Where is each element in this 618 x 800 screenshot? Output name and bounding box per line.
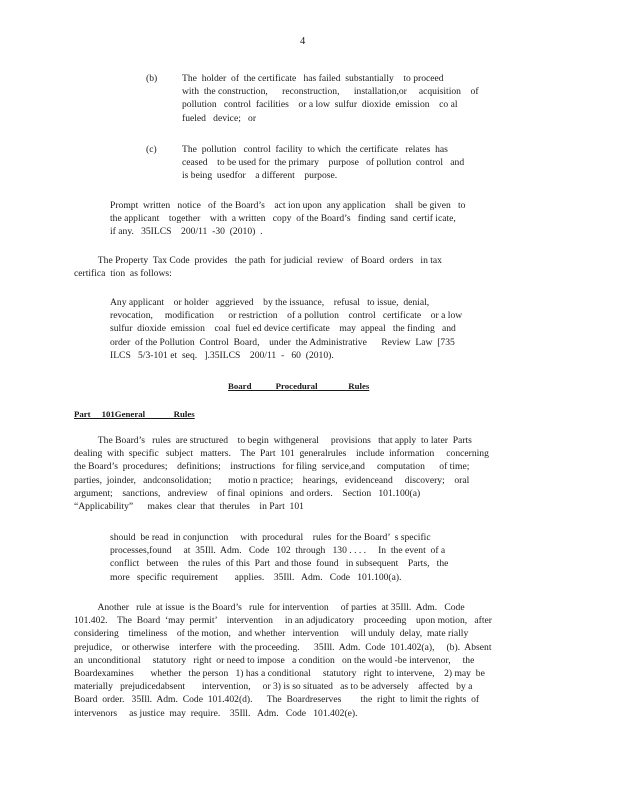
text-line: parties, joinder, andconsolidation; motio n practice; hearings, evidenceand discovery; oral [74,474,470,486]
text-line: ILCS 5/3-101 et seq. ].35ILCS 200/11 - 60 (2010). [110,349,334,361]
text-line: an unconditional statutory right or need to impose a condition on the would -be intervenor, the [74,654,475,666]
text-line: with the construction, reconstruction, installation,or acquisition of [182,86,479,98]
paragraph-board-rules [74,434,489,513]
paragraph-prompt-notice [110,199,465,239]
quote-conjunction [110,531,448,584]
heading-board-procedural-rules: Board Procedural Rules [228,381,370,391]
text-line: Prompt written notice of the Board’s act ion upon any application shall be given to [110,200,466,211]
text-line: Boardexamines whether the person 1) has a conditional statutory right to intervene, 2) may be [74,668,485,680]
text-line: “Applicability” makes clear that therules in Part 101 [74,501,304,513]
text-line: fueled device; or [182,112,257,124]
text-line: more specific requirement applies. 35Ill. Adm. Code 101.100(a). [110,571,402,583]
text-line: materially prejudicedabsent intervention, or 3) is so situated as to be adversely affected by a [74,681,473,693]
text-line: pollution control facilities or a low sulfur dioxide emission co al [182,99,458,111]
text-line: conflict between the rules of this Part and those found in subsequent Parts, the [110,558,449,570]
text-line: Board order. 35Ill. Adm. Code 101.402(d). The Boardreserves the right to limit the rights of [74,694,480,706]
text-line: The pollution control facility to which the certificate relates has [182,144,448,155]
text-line: argument; sanctions, andreview of final opinions and orders. Section 101.100(a) [74,487,421,499]
text-line: ceased to be used for the primary purpose of pollution control and [182,157,465,169]
text-line: intervenors as justice may require. 35Ill. Adm. Code 101.402(e). [74,707,358,719]
text-line: the applicant together with a written copy of the Board’s finding sand certif icate, [110,213,456,225]
text-line: Another rule at issue is the Board’s rule for intervention of parties at 35Ill. Adm. Code [74,602,465,613]
paragraph-tax-code [74,254,442,280]
text-line: the Board’s procedures; definitions; instructions for filing service,and computation of time; [74,461,470,473]
item-c-label: (c) [146,144,157,155]
item-b-text [182,72,479,125]
text-line: considering timeliness of the motion, and whether intervention will unduly delay, mate rially [74,628,469,640]
text-line: The Board’s rules are structured to begin withgeneral provisions that apply to later Parts [74,435,472,446]
text-line: is being usedfor a different purpose. [182,170,338,182]
text-line: certifica tion as follows: [74,268,172,280]
text-line: Any applicant or holder aggrieved by the issuance, refusal to issue, denial, [110,297,430,308]
text-line: dealing with specific subject matters. The Part 101 generalrules include information concerning [74,448,489,460]
paragraph-intervention [74,601,492,720]
quote-applicant [110,296,462,362]
text-line: processes,found at 35Ill. Adm. Code 102 through 130 . . . . In the event of a [110,545,446,557]
text-line: The Property Tax Code provides the path for judicial review of Board orders in tax [74,255,442,266]
item-c-text [182,143,464,183]
heading-part-101-general-rules: Part 101General Rules [74,409,195,419]
text-line: 101.402. The Board ‘may permit’ intervention in an adjudicatory proceeding upon motion, after [74,615,492,627]
text-line: The holder of the certificate has failed substantially to proceed [182,73,444,84]
text-line: order of the Pollution Control Board, under the Administrative Review Law [735 [110,336,455,348]
text-line: prejudice, or otherwise interfere with the proceeding. 35Ill. Adm. Code 101.402(a), (b). Absent [74,641,492,653]
text-line: should be read in conjunction with procedural rules for the Board’ s specific [110,532,431,543]
page-number: 4 [300,36,306,47]
text-line: if any. 35ILCS 200/11 -30 (2010) . [110,226,263,238]
text-line: sulfur dioxide emission coal fuel ed device certificate may appeal the finding and [110,323,456,335]
text-line: revocation, modification or restriction of a pollution control certificate or a low [110,310,463,322]
item-b-label: (b) [146,73,158,84]
